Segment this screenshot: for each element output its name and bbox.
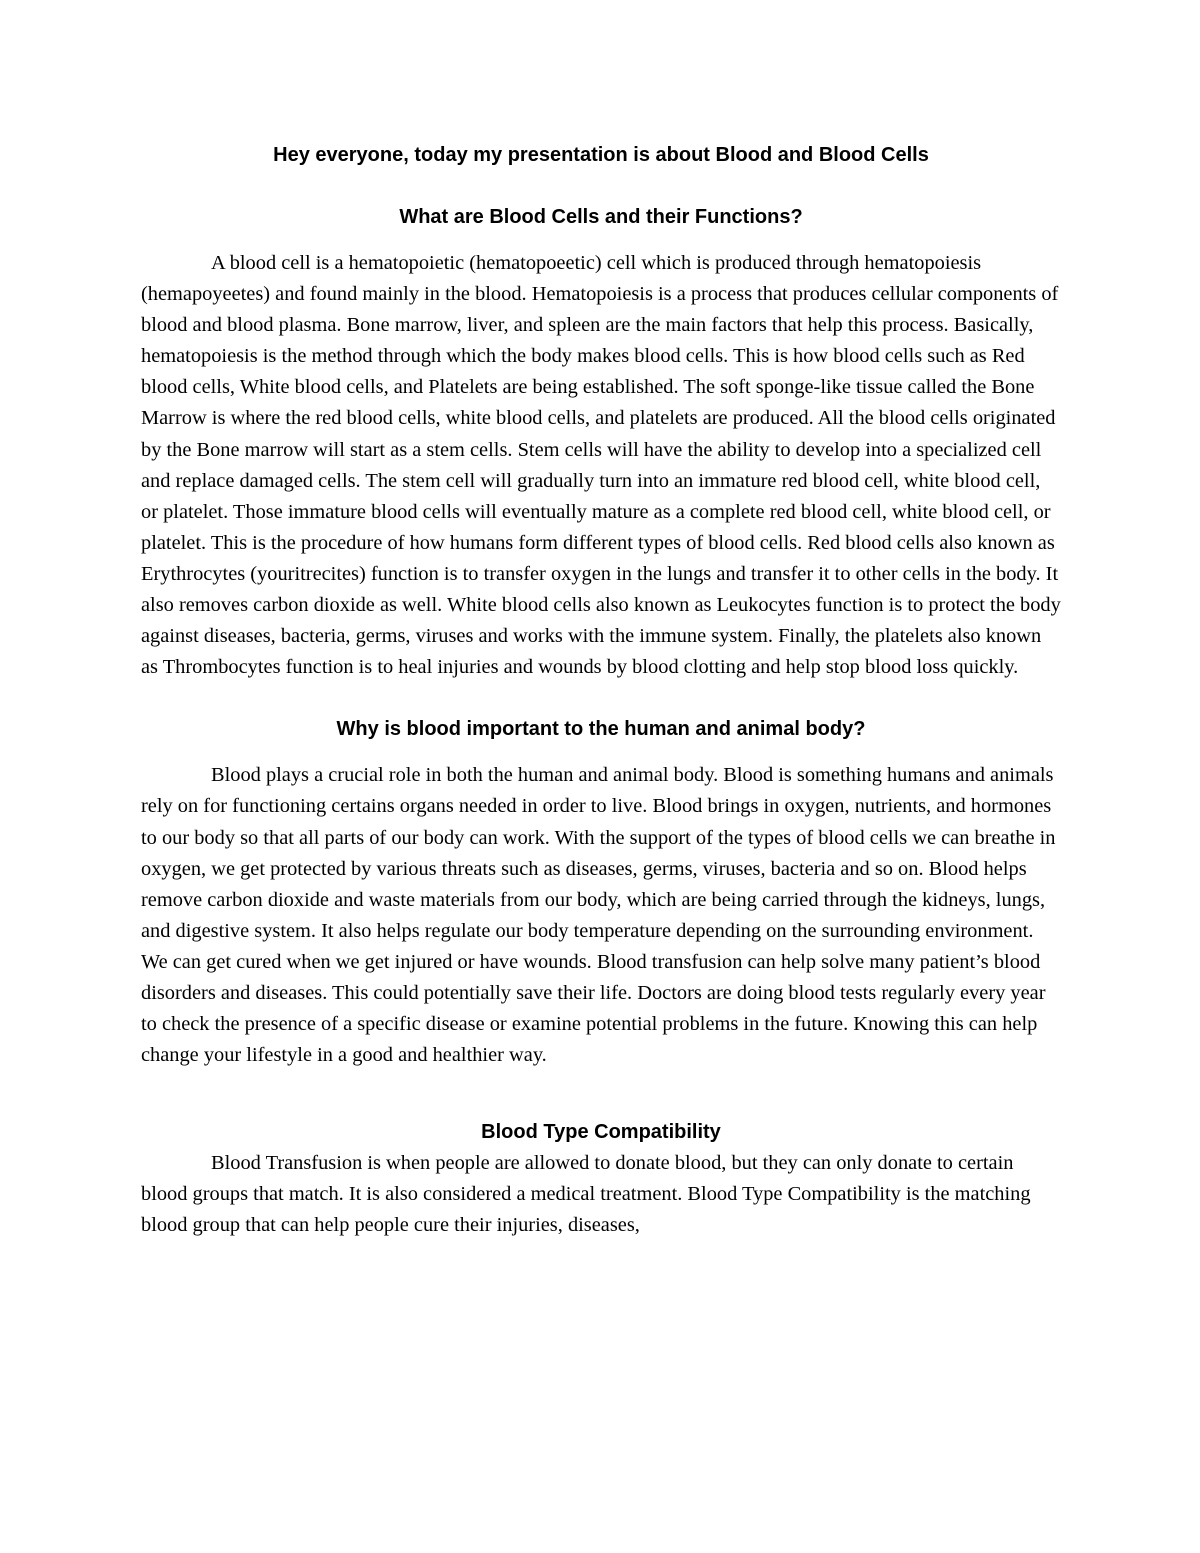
section-spacer <box>141 683 1061 714</box>
section-paragraph-blood-importance: Blood plays a crucial role in both the human and animal body. Blood is something humans and animals rely on for functioning certains organs needed in order to live. Blood brings in oxygen, nutrients, and hormones to our body so that all parts of our body can work. With the support of the types of blood cells we can breathe in oxygen, we get protected by various threats such as diseases, germs, viruses, bacteria and so on. Blood helps remove carbon dioxide and waste materials from our body, which are being carried through the kidneys, lungs, and digestive system. It also helps regulate our body temperature depending on the surrounding environment. We can get cured when we get injured or have wounds. Blood transfusion can help solve many patient’s blood disorders and diseases. This could potentially save their life. Doctors are doing blood tests regularly every year to check the presence of a specific disease or examine potential problems in the future. Knowing this can help change your lifestyle in a good and healthier way. <box>141 764 1056 1067</box>
section-spacer <box>141 1071 1061 1117</box>
document-content <box>141 140 1061 1242</box>
document-title: Hey everyone, today my presentation is about Blood and Blood Cells <box>273 144 929 166</box>
section-paragraph-blood-cells-functions: A blood cell is a hematopoietic (hematopoeetic) cell which is produced through hematopoiesis (hemapoyeetes) and found mainly in the blood. Hematopoiesis is a process that produces cellular components of blood and blood plasma. Bone marrow, liver, and spleen are the main factors that help this process. Basically, hematopoiesis is the method through which the body makes blood cells. This is how blood cells such as Red blood cells, White blood cells, and Platelets are being established. The soft sponge-like tissue called the Bone Marrow is where the red blood cells, white blood cells, and platelets are produced. All the blood cells originated by the Bone marrow will start as a stem cells. Stem cells will have the ability to develop into a specialized cell and replace damaged cells. The stem cell will gradually turn into an immature red blood cell, white blood cell, or platelet. Those immature blood cells will eventually mature as a complete red blood cell, white blood cell, or platelet. This is the procedure of how humans form different types of blood cells. Red blood cells also known as Erythrocytes (youritrecites) function is to transfer oxygen in the lungs and transfer it to other cells in the body. It also removes carbon dioxide as well. White blood cells also known as Leukocytes function is to protect the body against diseases, bacteria, germs, viruses and works with the immune system. Finally, the platelets also known as Thrombocytes function is to heal injuries and wounds by blood clotting and help stop blood loss quickly. <box>141 252 1061 679</box>
section-heading-blood-importance: Why is blood important to the human and animal body? <box>336 718 866 741</box>
section-heading-blood-type-compatibility: Blood Type Compatibility <box>481 1121 721 1144</box>
section-paragraph-blood-type-compatibility: Blood Transfusion is when people are allowed to donate blood, but they can only donate to certain blood groups that match. It is also considered a medical treatment. Blood Type Compatibility is the matching blood group that can help people cure their injuries, diseases, <box>141 1152 1031 1237</box>
section-heading-blood-cells-functions: What are Blood Cells and their Functions? <box>399 206 803 228</box>
